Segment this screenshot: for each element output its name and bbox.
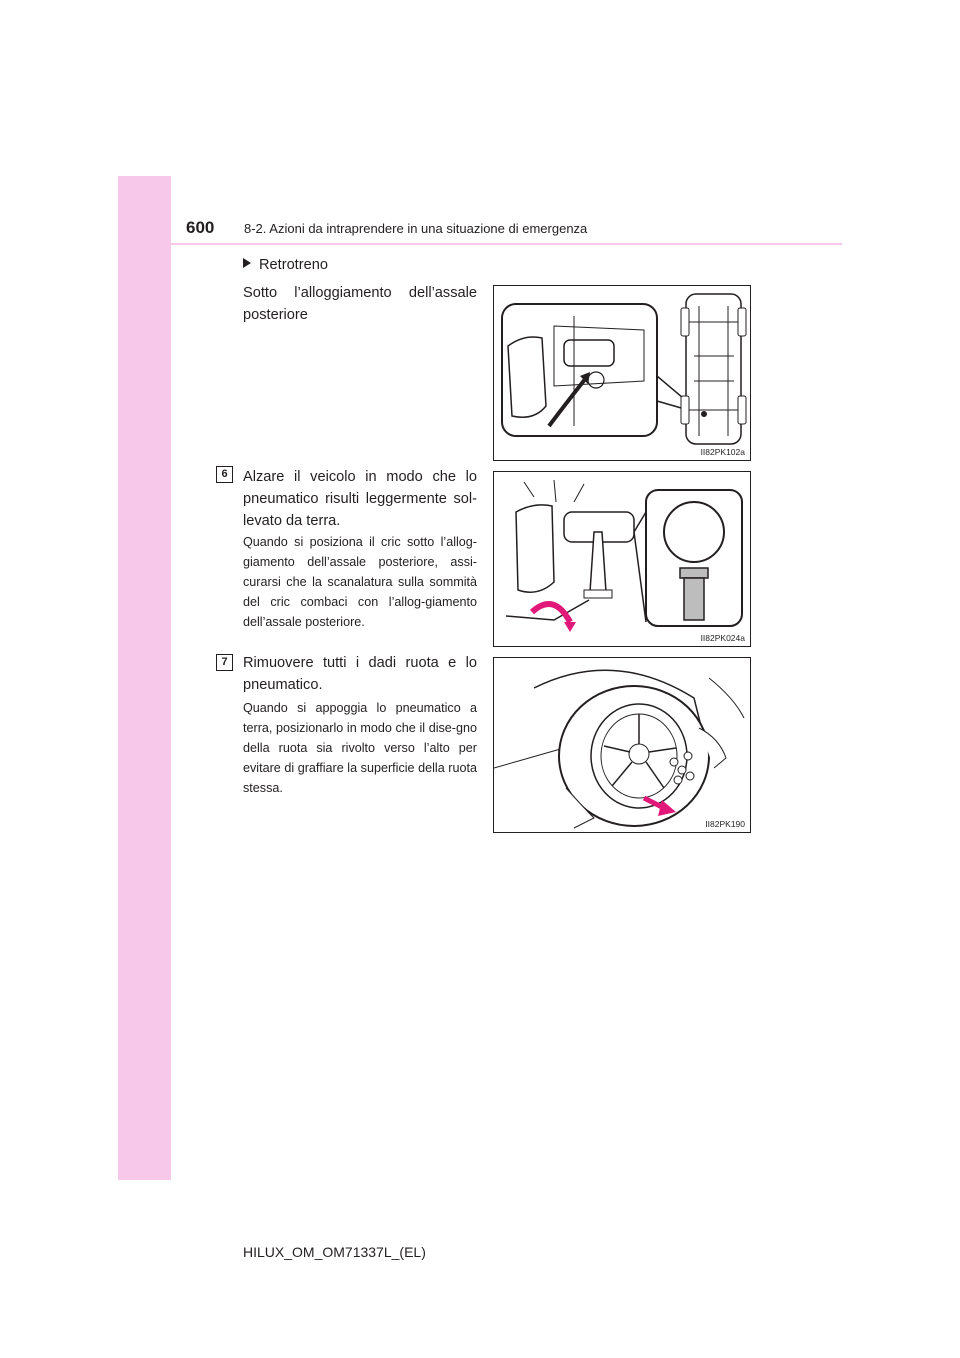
page-number: 600 xyxy=(186,218,215,237)
step-6-note: Quando si posiziona il cric sotto l’allog-giamento dell’assale posteriore, assi-curarsi che la scanalatura sulla sommità del cric combaci con l’allog-giamento dell’assale posteriore. xyxy=(243,535,477,629)
bullet-retrotreno xyxy=(243,254,328,276)
step-6-title: Alzare il veicolo in modo che lo pneumatico risulti leggermente sol-levato da terra. xyxy=(243,469,477,529)
triangle-bullet-icon xyxy=(243,258,251,268)
bullet-label: Retrotreno xyxy=(259,257,328,273)
figure-code: II82PK024a xyxy=(700,633,745,643)
step-7-title: Rimuovere tutti i dadi ruota e lo pneumatico. xyxy=(243,655,477,693)
rear-axle-jack-point-illustration xyxy=(494,286,750,460)
jack-under-axle-illustration xyxy=(494,472,750,646)
section-title: 8-2. Azioni da intraprendere in una situazione di emergenza xyxy=(244,221,588,236)
side-tab-bar xyxy=(118,176,171,1180)
header-divider xyxy=(118,243,842,245)
step-number-6: 6 xyxy=(216,466,233,483)
bullet-description: Sotto l’alloggiamento dell’assale posteriore xyxy=(243,285,477,323)
figure-wheel-removal xyxy=(493,657,751,833)
figure-code: II82PK102a xyxy=(700,447,745,457)
document-code: HILUX_OM_OM71337L_(EL) xyxy=(243,1244,426,1260)
figure-jack-under-axle xyxy=(493,471,751,647)
figure-rear-axle-jack-point xyxy=(493,285,751,461)
wheel-removal-illustration xyxy=(494,658,750,832)
step-7-note: Quando si appoggia lo pneumatico a terra, posizionarlo in modo che il dise-gno della ruota sia rivolto verso l’alto per evitare di graffiare la superficie della ruota stessa. xyxy=(243,701,477,795)
figure-code: II82PK190 xyxy=(705,819,745,829)
step-number-7: 7 xyxy=(216,654,233,671)
